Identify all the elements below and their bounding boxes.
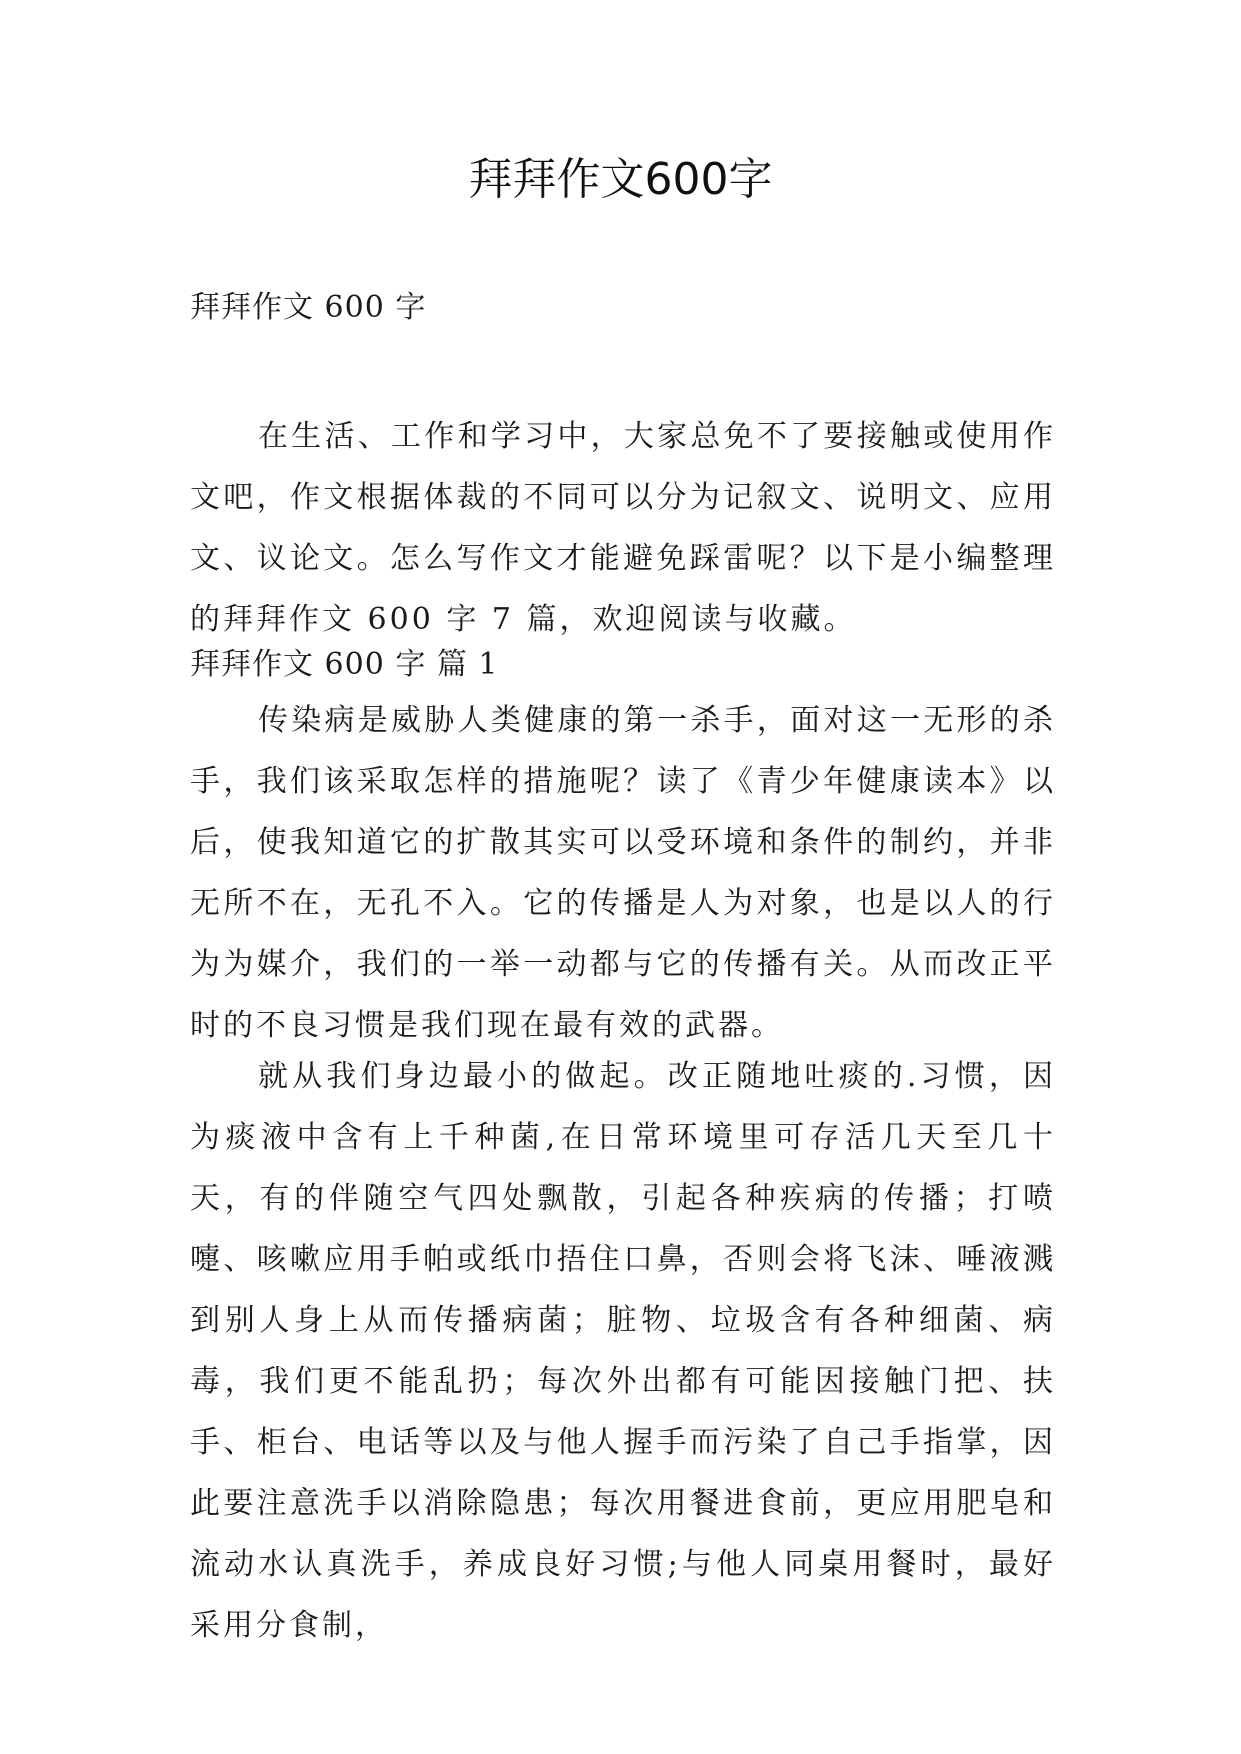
intro-paragraph: 在生活、工作和学习中，大家总免不了要接触或使用作文吧，作文根据体裁的不同可以分为记叙文、说明文、应用文、议论文。怎么写作文才能避免踩雷呢？以下是小编整理的拜拜作文 600 字 7 篇，欢迎阅读与收藏。 — [190, 419, 1056, 637]
document-title: 拜拜作文600字 — [468, 154, 773, 205]
body-paragraph: 就从我们身边最小的做起。改正随地吐痰的.习惯，因为痰液中含有上千种菌,在日常环境里可存活几天至几十天，有的伴随空气四处飘散，引起各种疾病的传播；打喷嚏、咳嗽应用手帕或纸巾捂住口鼻，否则会将飞沫、唾液溅到别人身上从而传播病菌；脏物、垃圾含有各种细菌、病毒，我们更不能乱扔；每次外出都有可能因接触门把、扶手、柜台、电话等以及与他人握手而污染了自己手指掌，因此要注意洗手以消除隐患；每次用餐进食前，更应用肥皂和流动水认真洗手，养成良好习惯;与他人同桌用餐时，最好采用分食制， — [190, 1059, 1056, 1643]
body-paragraph: 传染病是威胁人类健康的第一杀手，面对这一无形的杀手，我们该采取怎样的措施呢？读了《青少年健康读本》以后，使我知道它的扩散其实可以受环境和条件的制约，并非无所不在，无孔不入。它的传播是人为对象，也是以人的行为为媒介，我们的一举一动都与它的传播有关。从而改正平时的不良习惯是我们现在最有效的武器。 — [190, 703, 1056, 1043]
document-subtitle: 拜拜作文 600 字 — [190, 290, 427, 325]
section-heading: 拜拜作文 600 字 篇 1 — [190, 647, 499, 682]
